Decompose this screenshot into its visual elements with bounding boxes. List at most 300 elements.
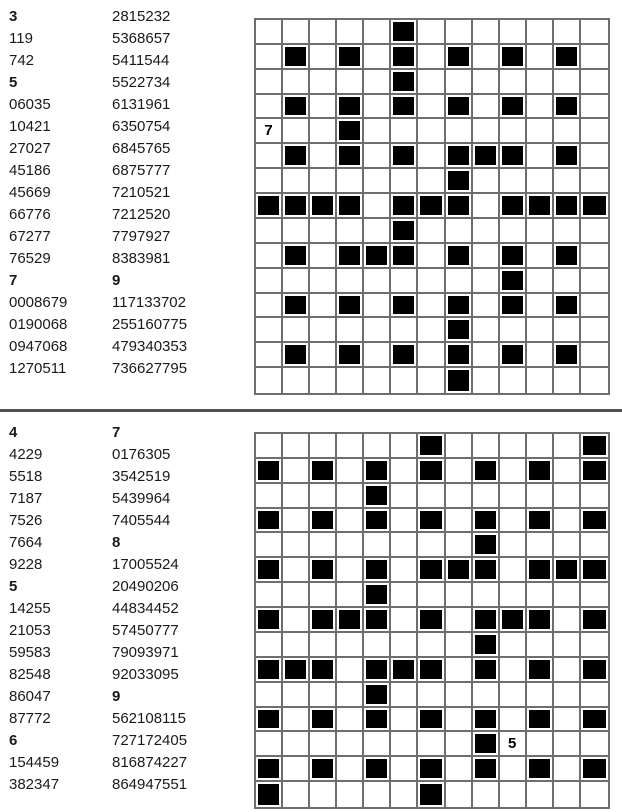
grid-cell-black <box>527 757 554 782</box>
grid-cell-white[interactable] <box>337 708 364 733</box>
grid-cell-white[interactable] <box>256 368 283 393</box>
grid-cell-white[interactable] <box>500 782 527 807</box>
grid-cell-white[interactable] <box>581 20 608 45</box>
grid-cell-white[interactable] <box>364 219 391 244</box>
grid-cell-white[interactable] <box>256 484 283 509</box>
number-entry: 562108115 <box>112 710 186 727</box>
grid-cell-white[interactable] <box>283 683 310 708</box>
grid-cell-white[interactable] <box>310 484 337 509</box>
grid-cell-white[interactable] <box>310 732 337 757</box>
grid-cell-white[interactable] <box>527 782 554 807</box>
grid-cell-white[interactable] <box>500 583 527 608</box>
grid-cell-white[interactable] <box>500 434 527 459</box>
grid-cell-white[interactable] <box>554 219 581 244</box>
grid-cell-white[interactable] <box>337 757 364 782</box>
grid-cell-white[interactable] <box>391 318 418 343</box>
grid-cell-white[interactable] <box>473 484 500 509</box>
grid-cell-white[interactable] <box>337 318 364 343</box>
grid-cell-white[interactable] <box>527 269 554 294</box>
grid-cell-white[interactable] <box>391 583 418 608</box>
grid-cell-white[interactable] <box>554 318 581 343</box>
grid-cell-white[interactable] <box>473 343 500 368</box>
grid-cell-black <box>581 558 608 583</box>
grid-cell-white[interactable] <box>310 583 337 608</box>
grid-cell-white[interactable] <box>310 343 337 368</box>
grid-cell-white[interactable] <box>581 169 608 194</box>
grid-cell-white[interactable] <box>418 633 445 658</box>
grid-cell-black <box>283 294 310 319</box>
grid-cell-white[interactable] <box>310 294 337 319</box>
grid-cell-white[interactable] <box>554 633 581 658</box>
grid-cell-white[interactable] <box>256 533 283 558</box>
grid-cell-white[interactable] <box>256 144 283 169</box>
grid-cell-white[interactable] <box>256 633 283 658</box>
grid-cell-white[interactable] <box>500 533 527 558</box>
grid-cell-white[interactable] <box>364 45 391 70</box>
grid-cell-white[interactable] <box>581 294 608 319</box>
grid-cell-white[interactable] <box>256 70 283 95</box>
grid-cell-white[interactable] <box>418 583 445 608</box>
grid-cell-white[interactable] <box>283 558 310 583</box>
grid-cell-white[interactable] <box>310 434 337 459</box>
grid-cell-white[interactable] <box>337 459 364 484</box>
grid-cell-white[interactable] <box>391 169 418 194</box>
grid-cell-white[interactable] <box>256 244 283 269</box>
grid-cell-white[interactable] <box>418 294 445 319</box>
grid-cell-white[interactable] <box>527 20 554 45</box>
number-list-row <box>9 576 187 598</box>
grid-cell-white[interactable] <box>581 318 608 343</box>
grid-cell-white[interactable] <box>256 732 283 757</box>
grid-cell-white[interactable] <box>391 757 418 782</box>
grid-cell-white[interactable] <box>554 70 581 95</box>
grid-cell-white[interactable] <box>581 484 608 509</box>
grid-cell-white[interactable] <box>473 318 500 343</box>
grid-cell-white[interactable] <box>527 95 554 120</box>
grid-cell-black <box>581 434 608 459</box>
number-entry: 21053 <box>9 622 51 639</box>
grid-cell-white[interactable] <box>446 70 473 95</box>
grid-cell-white[interactable] <box>446 583 473 608</box>
grid-cell-white[interactable] <box>418 45 445 70</box>
grid-cell-white[interactable] <box>337 583 364 608</box>
grid-cell-white[interactable] <box>581 343 608 368</box>
grid-cell-white[interactable] <box>581 633 608 658</box>
grid-cell-white[interactable] <box>256 45 283 70</box>
grid-cell-white[interactable] <box>554 757 581 782</box>
grid-cell-white[interactable] <box>527 633 554 658</box>
grid-cell-white[interactable] <box>473 219 500 244</box>
grid-cell-black <box>418 194 445 219</box>
grid-cell-white[interactable] <box>364 119 391 144</box>
grid-cell-white[interactable] <box>581 732 608 757</box>
grid-cell-white[interactable] <box>446 20 473 45</box>
grid-cell-white[interactable] <box>283 434 310 459</box>
grid-cell-white[interactable] <box>473 782 500 807</box>
grid-cell-white[interactable] <box>446 633 473 658</box>
grid-cell-white[interactable] <box>337 782 364 807</box>
grid-cell-white[interactable] <box>337 219 364 244</box>
grid-cell-white[interactable] <box>418 244 445 269</box>
grid-cell-white[interactable] <box>500 708 527 733</box>
grid-cell-white[interactable] <box>527 368 554 393</box>
grid-cell-white[interactable] <box>527 45 554 70</box>
grid-cell-white[interactable] <box>418 119 445 144</box>
grid-cell-white[interactable] <box>554 269 581 294</box>
grid-cell-white[interactable] <box>446 509 473 534</box>
grid-cell-white[interactable] <box>310 45 337 70</box>
grid-cell-white[interactable] <box>446 459 473 484</box>
grid-cell-white[interactable] <box>283 732 310 757</box>
grid-cell-white[interactable] <box>364 20 391 45</box>
grid-cell-white[interactable] <box>527 294 554 319</box>
grid-cell-white[interactable] <box>473 20 500 45</box>
grid-cell-white[interactable] <box>337 732 364 757</box>
grid-cell-white[interactable] <box>283 119 310 144</box>
grid-cell-black <box>581 708 608 733</box>
grid-cell-black <box>418 658 445 683</box>
grid-cell-white[interactable] <box>473 169 500 194</box>
grid-cell-white[interactable] <box>364 95 391 120</box>
grid-cell-white[interactable] <box>581 70 608 95</box>
grid-cell-white[interactable] <box>256 434 283 459</box>
grid-cell-white[interactable] <box>554 583 581 608</box>
grid-cell-black <box>581 194 608 219</box>
grid-cell-white[interactable] <box>310 119 337 144</box>
grid-cell-white[interactable] <box>310 144 337 169</box>
grid-cell-white[interactable] <box>283 219 310 244</box>
grid-clue-cell[interactable]: 5 <box>500 732 527 757</box>
grid-cell-white[interactable] <box>527 732 554 757</box>
grid-cell-white[interactable] <box>500 558 527 583</box>
grid-cell-white[interactable] <box>581 219 608 244</box>
grid-cell-white[interactable] <box>283 782 310 807</box>
grid-cell-white[interactable] <box>581 683 608 708</box>
grid-cell-white[interactable] <box>473 583 500 608</box>
grid-cell-white[interactable] <box>446 608 473 633</box>
grid-cell-white[interactable] <box>364 434 391 459</box>
grid-cell-white[interactable] <box>554 658 581 683</box>
number-list-row <box>9 774 187 796</box>
grid-cell-white[interactable] <box>418 318 445 343</box>
number-list-row <box>9 664 187 686</box>
grid-cell-white[interactable] <box>527 434 554 459</box>
grid-cell-white[interactable] <box>283 318 310 343</box>
grid-cell-white[interactable] <box>446 219 473 244</box>
digit-length-header: 4 <box>9 424 18 441</box>
grid-cell-white[interactable] <box>283 484 310 509</box>
grid-cell-white[interactable] <box>527 683 554 708</box>
grid-cell-white[interactable] <box>500 509 527 534</box>
grid-cell-white[interactable] <box>446 533 473 558</box>
grid-cell-white[interactable] <box>283 459 310 484</box>
grid-cell-white[interactable] <box>581 45 608 70</box>
grid-cell-white[interactable] <box>527 533 554 558</box>
grid-cell-white[interactable] <box>337 658 364 683</box>
grid-cell-white[interactable] <box>391 608 418 633</box>
grid-cell-black <box>446 558 473 583</box>
grid-cell-black <box>256 509 283 534</box>
grid-cell-black <box>391 244 418 269</box>
grid-cell-white[interactable] <box>283 608 310 633</box>
grid-cell-white[interactable] <box>364 533 391 558</box>
grid-cell-white[interactable] <box>310 70 337 95</box>
grid-cell-white[interactable] <box>581 144 608 169</box>
grid-cell-white[interactable] <box>554 683 581 708</box>
grid-cell-white[interactable] <box>364 732 391 757</box>
number-entry: 44834452 <box>112 600 179 617</box>
grid-cell-white[interactable] <box>256 343 283 368</box>
grid-cell-white[interactable] <box>527 583 554 608</box>
grid-cell-white[interactable] <box>500 658 527 683</box>
grid-cell-white[interactable] <box>527 484 554 509</box>
grid-cell-white[interactable] <box>256 95 283 120</box>
grid-cell-white[interactable] <box>337 509 364 534</box>
grid-cell-white[interactable] <box>283 583 310 608</box>
grid-cell-white[interactable] <box>283 633 310 658</box>
grid-cell-white[interactable] <box>581 583 608 608</box>
grid-cell-white[interactable] <box>473 368 500 393</box>
grid-cell-white[interactable] <box>364 294 391 319</box>
grid-cell-white[interactable] <box>310 533 337 558</box>
grid-cell-white[interactable] <box>554 169 581 194</box>
grid-cell-white[interactable] <box>256 318 283 343</box>
grid-cell-white[interactable] <box>283 20 310 45</box>
grid-cell-white[interactable] <box>364 368 391 393</box>
grid-cell-white[interactable] <box>500 757 527 782</box>
grid-cell-white[interactable] <box>554 732 581 757</box>
grid-cell-white[interactable] <box>283 509 310 534</box>
grid-cell-white[interactable] <box>446 683 473 708</box>
grid-cell-white[interactable] <box>581 244 608 269</box>
grid-cell-white[interactable] <box>418 20 445 45</box>
grid-cell-white[interactable] <box>418 219 445 244</box>
grid-cell-white[interactable] <box>256 683 283 708</box>
grid-cell-white[interactable] <box>446 708 473 733</box>
grid-cell-white[interactable] <box>418 484 445 509</box>
grid-cell-white[interactable] <box>364 194 391 219</box>
grid-cell-white[interactable] <box>337 434 364 459</box>
grid-cell-white[interactable] <box>554 368 581 393</box>
grid-cell-white[interactable] <box>337 169 364 194</box>
grid-cell-white[interactable] <box>418 732 445 757</box>
grid-cell-white[interactable] <box>500 219 527 244</box>
grid-cell-black <box>418 459 445 484</box>
grid-cell-white[interactable] <box>391 269 418 294</box>
grid-cell-white[interactable] <box>337 633 364 658</box>
grid-cell-white[interactable] <box>473 95 500 120</box>
grid-cell-white[interactable] <box>554 708 581 733</box>
grid-cell-black <box>310 194 337 219</box>
grid-cell-white[interactable] <box>527 343 554 368</box>
grid-cell-white[interactable] <box>337 70 364 95</box>
grid-cell-white[interactable] <box>554 20 581 45</box>
grid-cell-white[interactable] <box>473 269 500 294</box>
grid-cell-white[interactable] <box>337 533 364 558</box>
grid-cell-white[interactable] <box>337 269 364 294</box>
grid-cell-white[interactable] <box>337 683 364 708</box>
grid-cell-white[interactable] <box>310 683 337 708</box>
grid-cell-white[interactable] <box>391 533 418 558</box>
grid-cell-white[interactable] <box>473 244 500 269</box>
grid-cell-white[interactable] <box>391 484 418 509</box>
grid-cell-white[interactable] <box>310 244 337 269</box>
grid-cell-white[interactable] <box>364 343 391 368</box>
grid-cell-white[interactable] <box>391 732 418 757</box>
grid-cell-white[interactable] <box>256 169 283 194</box>
grid-cell-white[interactable] <box>418 343 445 368</box>
grid-cell-white[interactable] <box>527 144 554 169</box>
grid-cell-black <box>446 244 473 269</box>
grid-cell-black <box>256 658 283 683</box>
grid-cell-white[interactable] <box>527 169 554 194</box>
grid-cell-white[interactable] <box>581 368 608 393</box>
grid-cell-white[interactable] <box>310 782 337 807</box>
grid-cell-white[interactable] <box>337 558 364 583</box>
number-list-row <box>9 752 187 774</box>
grid-cell-white[interactable] <box>364 782 391 807</box>
grid-cell-white[interactable] <box>256 20 283 45</box>
grid-cell-white[interactable] <box>418 95 445 120</box>
grid-cell-white[interactable] <box>554 608 581 633</box>
number-list-row <box>9 466 187 488</box>
grid-cell-white[interactable] <box>446 434 473 459</box>
grid-cell-white[interactable] <box>500 633 527 658</box>
grid-cell-white[interactable] <box>310 269 337 294</box>
grid-cell-white[interactable] <box>418 169 445 194</box>
grid-cell-white[interactable] <box>500 318 527 343</box>
grid-cell-white[interactable] <box>473 45 500 70</box>
grid-cell-white[interactable] <box>473 683 500 708</box>
grid-cell-white[interactable] <box>337 368 364 393</box>
grid-cell-white[interactable] <box>364 633 391 658</box>
grid-cell-white[interactable] <box>446 484 473 509</box>
grid-cell-white[interactable] <box>500 484 527 509</box>
grid-cell-white[interactable] <box>337 20 364 45</box>
grid-cell-white[interactable] <box>527 318 554 343</box>
grid-cell-white[interactable] <box>391 683 418 708</box>
grid-cell-white[interactable] <box>446 732 473 757</box>
grid-cell-white[interactable] <box>283 757 310 782</box>
grid-cell-white[interactable] <box>446 269 473 294</box>
grid-cell-white[interactable] <box>581 119 608 144</box>
grid-cell-white[interactable] <box>446 782 473 807</box>
grid-cell-white[interactable] <box>500 459 527 484</box>
grid-cell-white[interactable] <box>554 119 581 144</box>
grid-cell-white[interactable] <box>527 244 554 269</box>
grid-cell-white[interactable] <box>418 70 445 95</box>
grid-cell-white[interactable] <box>391 782 418 807</box>
grid-cell-white[interactable] <box>364 144 391 169</box>
grid-cell-white[interactable] <box>554 459 581 484</box>
grid-cell-white[interactable] <box>500 70 527 95</box>
grid-cell-white[interactable] <box>391 633 418 658</box>
grid-cell-white[interactable] <box>256 583 283 608</box>
grid-cell-white[interactable] <box>500 169 527 194</box>
grid-cell-white[interactable] <box>418 533 445 558</box>
grid-cell-white[interactable] <box>310 95 337 120</box>
grid-cell-white[interactable] <box>581 782 608 807</box>
number-entry: 9228 <box>9 556 43 573</box>
grid-cell-white[interactable] <box>527 119 554 144</box>
grid-cell-white[interactable] <box>446 757 473 782</box>
grid-cell-white[interactable] <box>500 683 527 708</box>
grid-cell-white[interactable] <box>283 70 310 95</box>
number-entry: 76529 <box>9 250 51 267</box>
grid-cell-white[interactable] <box>446 119 473 144</box>
grid-cell-white[interactable] <box>256 294 283 319</box>
grid-cell-white[interactable] <box>473 119 500 144</box>
grid-cell-white[interactable] <box>310 20 337 45</box>
grid-cell-white[interactable] <box>418 144 445 169</box>
grid-cell-white[interactable] <box>500 368 527 393</box>
grid-cell-white[interactable] <box>418 269 445 294</box>
grid-cell-white[interactable] <box>391 509 418 534</box>
grid-clue-cell[interactable]: 7 <box>256 119 283 144</box>
grid-cell-black <box>337 608 364 633</box>
grid-cell-white[interactable] <box>310 633 337 658</box>
grid-cell-white[interactable] <box>473 434 500 459</box>
number-list-row <box>9 730 187 752</box>
grid-cell-white[interactable] <box>391 558 418 583</box>
grid-cell-white[interactable] <box>283 533 310 558</box>
grid-cell-white[interactable] <box>310 368 337 393</box>
grid-cell-black <box>283 95 310 120</box>
grid-cell-white[interactable] <box>473 194 500 219</box>
grid-cell-white[interactable] <box>337 484 364 509</box>
grid-cell-white[interactable] <box>364 169 391 194</box>
grid-cell-white[interactable] <box>554 484 581 509</box>
grid-cell-white[interactable] <box>500 20 527 45</box>
grid-cell-white[interactable] <box>391 119 418 144</box>
grid-cell-white[interactable] <box>364 269 391 294</box>
grid-cell-white[interactable] <box>310 318 337 343</box>
grid-cell-white[interactable] <box>581 95 608 120</box>
grid-cell-white[interactable] <box>256 269 283 294</box>
grid-cell-white[interactable] <box>446 658 473 683</box>
grid-cell-white[interactable] <box>310 219 337 244</box>
grid-cell-white[interactable] <box>473 70 500 95</box>
grid-cell-black <box>337 294 364 319</box>
grid-cell-white[interactable] <box>418 683 445 708</box>
grid-cell-white[interactable] <box>283 269 310 294</box>
grid-cell-white[interactable] <box>283 169 310 194</box>
grid-cell-white[interactable] <box>391 368 418 393</box>
grid-cell-white[interactable] <box>283 368 310 393</box>
grid-cell-white[interactable] <box>364 318 391 343</box>
grid-cell-white[interactable] <box>283 708 310 733</box>
grid-cell-white[interactable] <box>527 70 554 95</box>
grid-cell-white[interactable] <box>473 294 500 319</box>
grid-cell-white[interactable] <box>554 434 581 459</box>
grid-cell-white[interactable] <box>391 459 418 484</box>
grid-cell-white[interactable] <box>256 219 283 244</box>
grid-cell-black <box>391 144 418 169</box>
grid-cell-white[interactable] <box>364 70 391 95</box>
grid-cell-white[interactable] <box>391 708 418 733</box>
grid-cell-white[interactable] <box>418 368 445 393</box>
grid-cell-white[interactable] <box>581 269 608 294</box>
grid-cell-white[interactable] <box>554 533 581 558</box>
grid-cell-white[interactable] <box>310 169 337 194</box>
grid-cell-white[interactable] <box>581 533 608 558</box>
grid-cell-white[interactable] <box>500 119 527 144</box>
grid-cell-white[interactable] <box>527 219 554 244</box>
grid-cell-white[interactable] <box>554 782 581 807</box>
grid-cell-black <box>527 509 554 534</box>
grid-cell-white[interactable] <box>554 509 581 534</box>
grid-cell-white[interactable] <box>391 434 418 459</box>
